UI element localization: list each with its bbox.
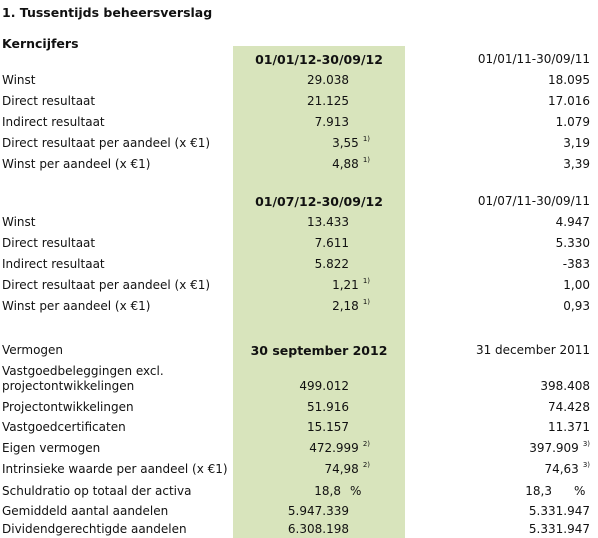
row-previous-value: 11.371 xyxy=(548,420,590,434)
row-previous-value: 18.095 xyxy=(548,73,590,87)
row-previous-value: 5.331.947 xyxy=(528,522,590,536)
row-current-value: 13.433 xyxy=(307,215,349,229)
section-subtitle: Kerncijfers xyxy=(2,36,79,51)
row-current-value: 5.822 xyxy=(314,257,349,271)
row-label: Winst per aandeel (x €1) xyxy=(2,157,151,171)
row-current-value: 51.916 xyxy=(307,400,349,414)
row-previous-value: 17.016 xyxy=(548,94,590,108)
row-current-value: 29.038 xyxy=(307,73,349,87)
footnote-marker: 2) xyxy=(362,461,370,469)
row-label: Winst xyxy=(2,215,36,229)
block3-header-previous: 31 december 2011 xyxy=(475,343,590,357)
row-previous-value: 1.079 xyxy=(555,115,590,129)
row-label: Intrinsieke waarde per aandeel (x €1) xyxy=(2,462,228,476)
block1-header-current: 01/01/12-30/09/12 xyxy=(255,52,383,67)
row-current-value: 4,88 $^{1)}$ xyxy=(332,156,370,171)
block3-header-current: 30 september 2012 xyxy=(250,343,388,358)
row-label: Dividendgerechtigde aandelen xyxy=(2,522,187,536)
block2-header-current: 01/07/12-30/09/12 xyxy=(255,194,383,209)
row-current-value: 7.611 xyxy=(314,236,349,250)
row-current-value: 3,55 $^{1)}$ xyxy=(332,135,370,150)
row-label: Indirect resultaat xyxy=(2,257,105,271)
row-label: Direct resultaat per aandeel (x €1) xyxy=(2,136,211,150)
row-current-value: 1,21 $^{1)}$ xyxy=(332,277,370,292)
footnote-marker: 3) xyxy=(582,461,590,469)
row-current-value: 21.125 xyxy=(307,94,349,108)
row-label-continued: projectontwikkelingen xyxy=(2,379,135,393)
row-previous-value: 0,93 xyxy=(563,299,590,313)
row-current-value: 7.913 xyxy=(314,115,349,129)
row-label: Direct resultaat xyxy=(2,94,96,108)
row-label: Schuldratio op totaal der activa xyxy=(2,484,192,498)
row-label: Winst per aandeel (x €1) xyxy=(2,299,151,313)
row-previous-value: 4.947 xyxy=(555,215,590,229)
row-label: Indirect resultaat xyxy=(2,115,105,129)
row-previous-value: -383 xyxy=(562,257,590,271)
row-previous-value: 74.428 xyxy=(548,400,590,414)
footnote-marker: 3) xyxy=(582,440,590,448)
row-current-value: 5.947.339 xyxy=(287,504,349,518)
row-previous-value: 74,63 $^{3)}$ xyxy=(544,461,590,476)
row-previous-value: 3,39 xyxy=(563,157,590,171)
footnote-marker: 1) xyxy=(362,135,370,143)
row-current-value: 15.157 xyxy=(307,420,349,434)
row-label: Direct resultaat xyxy=(2,236,96,250)
row-previous-value: 1,00 xyxy=(563,278,590,292)
block3-label-header: Vermogen xyxy=(2,343,64,357)
row-current-value: 2,18 $^{1)}$ xyxy=(332,298,370,313)
percent-unit: % xyxy=(350,484,362,498)
percent-unit: % xyxy=(574,484,586,498)
row-label: Winst xyxy=(2,73,36,87)
footnote-marker: 1) xyxy=(362,156,370,164)
row-current-value: 499.012 xyxy=(299,379,349,393)
row-current-value: 6.308.198 xyxy=(287,522,349,536)
footnote-marker: 2) xyxy=(362,440,370,448)
row-previous-value: 5.331.947 xyxy=(528,504,590,518)
row-current-value: 18,8 xyxy=(314,484,341,498)
row-label: Projectontwikkelingen xyxy=(2,400,134,414)
row-label: Direct resultaat per aandeel (x €1) xyxy=(2,278,211,292)
row-current-value: 74,98 $^{2)}$ xyxy=(324,461,370,476)
row-current-value: 472.999 $^{2)}$ xyxy=(309,440,370,455)
row-previous-value: 3,19 xyxy=(563,136,590,150)
row-label: Vastgoedbeleggingen excl. xyxy=(2,364,164,378)
row-previous-value: 397.909 $^{3)}$ xyxy=(529,440,590,455)
block2-header-previous: 01/07/11-30/09/11 xyxy=(477,194,590,208)
row-label: Eigen vermogen xyxy=(2,441,101,455)
row-previous-value: 398.408 xyxy=(540,379,590,393)
row-label: Vastgoedcertificaten xyxy=(2,420,126,434)
footnote-marker: 1) xyxy=(362,277,370,285)
footnote-marker: 1) xyxy=(362,298,370,306)
block1-header-previous: 01/01/11-30/09/11 xyxy=(477,52,590,66)
section-title: 1. Tussentijds beheersverslag xyxy=(2,5,213,20)
row-label: Gemiddeld aantal aandelen xyxy=(2,504,169,518)
row-previous-value: 5.330 xyxy=(555,236,590,250)
row-previous-value: 18,3 xyxy=(525,484,552,498)
